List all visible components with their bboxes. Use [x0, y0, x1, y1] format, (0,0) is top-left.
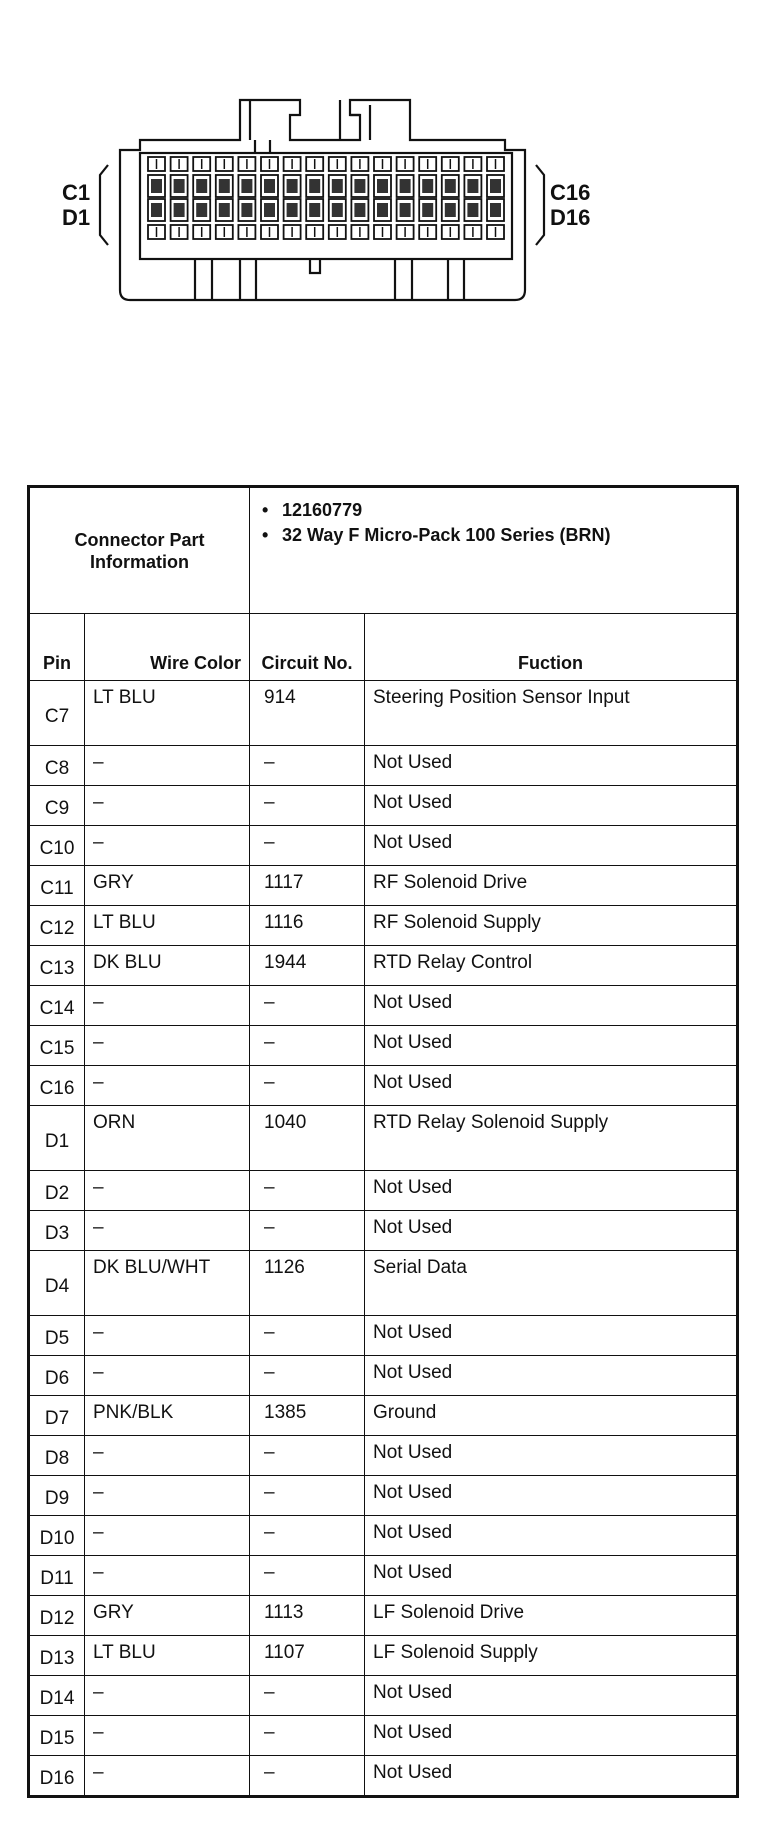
table-row: [29, 746, 738, 786]
function-cell: Not Used: [365, 1756, 738, 1797]
circuit-number-cell: –: [250, 1756, 365, 1797]
wire-color-cell: –: [85, 1516, 250, 1556]
table-row: [29, 1396, 738, 1436]
function-cell: Not Used: [365, 746, 738, 786]
wire-color-cell: –: [85, 746, 250, 786]
column-header-circuit-no: Circuit No.: [250, 614, 365, 681]
wire-color-cell: –: [85, 1026, 250, 1066]
function-cell: RF Solenoid Supply: [365, 906, 738, 946]
circuit-number-cell: –: [250, 1516, 365, 1556]
wire-color-cell: –: [85, 1436, 250, 1476]
wire-color-cell: ORN: [85, 1106, 250, 1171]
circuit-number-cell: 1116: [250, 906, 365, 946]
circuit-number-cell: 1113: [250, 1596, 365, 1636]
connector-description: • 32 Way F Micro-Pack 100 Series (BRN): [282, 525, 728, 546]
pin-cell: C14: [29, 986, 85, 1026]
connector-info-row: [29, 487, 738, 614]
function-cell: RTD Relay Control: [365, 946, 738, 986]
wire-color-cell: –: [85, 1756, 250, 1797]
pin-cell: D3: [29, 1211, 85, 1251]
table-row: [29, 1211, 738, 1251]
wire-color-cell: –: [85, 1476, 250, 1516]
wire-color-cell: –: [85, 1676, 250, 1716]
circuit-number-cell: 1385: [250, 1396, 365, 1436]
wire-color-cell: GRY: [85, 1596, 250, 1636]
circuit-number-cell: –: [250, 1716, 365, 1756]
function-cell: Not Used: [365, 1316, 738, 1356]
function-cell: Serial Data: [365, 1251, 738, 1316]
table-row: [29, 1596, 738, 1636]
function-cell: Not Used: [365, 1356, 738, 1396]
label-d1: D1: [62, 205, 91, 230]
function-cell: Steering Position Sensor Input: [365, 681, 738, 746]
pin-cell: D1: [29, 1106, 85, 1171]
wire-color-cell: DK BLU: [85, 946, 250, 986]
label-c1: C1: [62, 180, 91, 205]
label-c16: C16: [550, 180, 591, 205]
part-number: • 12160779: [282, 500, 728, 521]
wire-color-cell: LT BLU: [85, 906, 250, 946]
wire-color-cell: GRY: [85, 866, 250, 906]
wire-color-cell: LT BLU: [85, 681, 250, 746]
pin-cell: C9: [29, 786, 85, 826]
wire-color-cell: –: [85, 1716, 250, 1756]
table-row: [29, 986, 738, 1026]
circuit-number-cell: –: [250, 746, 365, 786]
table-row: [29, 1756, 738, 1797]
table-row: [29, 1106, 738, 1171]
wire-color-cell: –: [85, 1356, 250, 1396]
label-d16: D16: [550, 205, 591, 230]
pin-cell: D7: [29, 1396, 85, 1436]
table-row: [29, 866, 738, 906]
function-cell: Not Used: [365, 1171, 738, 1211]
circuit-number-cell: –: [250, 1436, 365, 1476]
pin-cell: D12: [29, 1596, 85, 1636]
table-row: [29, 1516, 738, 1556]
table-row: [29, 1066, 738, 1106]
table-row: [29, 906, 738, 946]
pin-cell: D13: [29, 1636, 85, 1676]
pin-cell: C13: [29, 946, 85, 986]
wire-color-cell: –: [85, 1556, 250, 1596]
table-row: [29, 1556, 738, 1596]
circuit-number-cell: –: [250, 1356, 365, 1396]
connector-face-diagram: [60, 95, 620, 355]
column-header-pin: Pin: [29, 614, 85, 681]
circuit-number-cell: 1040: [250, 1106, 365, 1171]
function-cell: Not Used: [365, 1556, 738, 1596]
circuit-number-cell: 1126: [250, 1251, 365, 1316]
table-row: [29, 1436, 738, 1476]
function-cell: Not Used: [365, 1476, 738, 1516]
circuit-number-cell: –: [250, 1171, 365, 1211]
pin-cell: C7: [29, 681, 85, 746]
table-row: [29, 826, 738, 866]
function-cell: Not Used: [365, 1211, 738, 1251]
pin-cavities: [148, 157, 504, 239]
table-row: [29, 786, 738, 826]
wire-color-cell: –: [85, 1316, 250, 1356]
circuit-number-cell: –: [250, 1066, 365, 1106]
pin-cell: C10: [29, 826, 85, 866]
wire-color-cell: –: [85, 986, 250, 1026]
function-cell: Not Used: [365, 1066, 738, 1106]
pin-cell: D15: [29, 1716, 85, 1756]
pin-cell: C8: [29, 746, 85, 786]
pin-cell: D8: [29, 1436, 85, 1476]
wire-color-cell: –: [85, 1066, 250, 1106]
pin-cell: D6: [29, 1356, 85, 1396]
pin-cell: C15: [29, 1026, 85, 1066]
circuit-number-cell: –: [250, 986, 365, 1026]
pin-cell: D11: [29, 1556, 85, 1596]
wire-color-cell: PNK/BLK: [85, 1396, 250, 1436]
pin-cell: D16: [29, 1756, 85, 1797]
pin-cell: C12: [29, 906, 85, 946]
wire-color-cell: –: [85, 786, 250, 826]
wire-color-cell: LT BLU: [85, 1636, 250, 1676]
table-row: [29, 1476, 738, 1516]
pin-cell: D5: [29, 1316, 85, 1356]
table-row: [29, 1171, 738, 1211]
wire-color-cell: –: [85, 1171, 250, 1211]
circuit-number-cell: –: [250, 1556, 365, 1596]
circuit-number-cell: –: [250, 1476, 365, 1516]
circuit-number-cell: 1107: [250, 1636, 365, 1676]
circuit-number-cell: 914: [250, 681, 365, 746]
circuit-number-cell: –: [250, 1026, 365, 1066]
wire-color-cell: –: [85, 826, 250, 866]
pin-cell: D14: [29, 1676, 85, 1716]
connector-part-info-list: [250, 487, 738, 614]
circuit-number-cell: –: [250, 786, 365, 826]
column-header-function: Fuction: [365, 614, 738, 681]
function-cell: Not Used: [365, 1676, 738, 1716]
table-row: [29, 1026, 738, 1066]
function-cell: Not Used: [365, 1026, 738, 1066]
table-row: [29, 1636, 738, 1676]
function-cell: Not Used: [365, 786, 738, 826]
table-row: [29, 1356, 738, 1396]
wire-color-cell: DK BLU/WHT: [85, 1251, 250, 1316]
function-cell: RF Solenoid Drive: [365, 866, 738, 906]
function-cell: Not Used: [365, 986, 738, 1026]
pin-cell: C16: [29, 1066, 85, 1106]
pin-cell: D2: [29, 1171, 85, 1211]
connector-part-info-label: Connector Part Information: [29, 487, 250, 614]
function-cell: LF Solenoid Supply: [365, 1636, 738, 1676]
circuit-number-cell: –: [250, 826, 365, 866]
pin-cell: D9: [29, 1476, 85, 1516]
circuit-number-cell: –: [250, 1676, 365, 1716]
function-cell: Not Used: [365, 826, 738, 866]
pin-cell: D10: [29, 1516, 85, 1556]
pin-cell: D4: [29, 1251, 85, 1316]
circuit-number-cell: 1944: [250, 946, 365, 986]
wire-color-cell: –: [85, 1211, 250, 1251]
connector-pinout-table: [27, 485, 739, 1798]
function-cell: Not Used: [365, 1436, 738, 1476]
function-cell: LF Solenoid Drive: [365, 1596, 738, 1636]
function-cell: Ground: [365, 1396, 738, 1436]
table-row: [29, 1676, 738, 1716]
pin-cell: C11: [29, 866, 85, 906]
circuit-number-cell: –: [250, 1316, 365, 1356]
table-header-row: [29, 614, 738, 681]
table-row: [29, 681, 738, 746]
function-cell: RTD Relay Solenoid Supply: [365, 1106, 738, 1171]
table-row: [29, 946, 738, 986]
table-row: [29, 1716, 738, 1756]
circuit-number-cell: 1117: [250, 866, 365, 906]
function-cell: Not Used: [365, 1516, 738, 1556]
column-header-wire-color: Wire Color: [85, 614, 250, 681]
table-row: [29, 1316, 738, 1356]
function-cell: Not Used: [365, 1716, 738, 1756]
table-row: [29, 1251, 738, 1316]
circuit-number-cell: –: [250, 1211, 365, 1251]
